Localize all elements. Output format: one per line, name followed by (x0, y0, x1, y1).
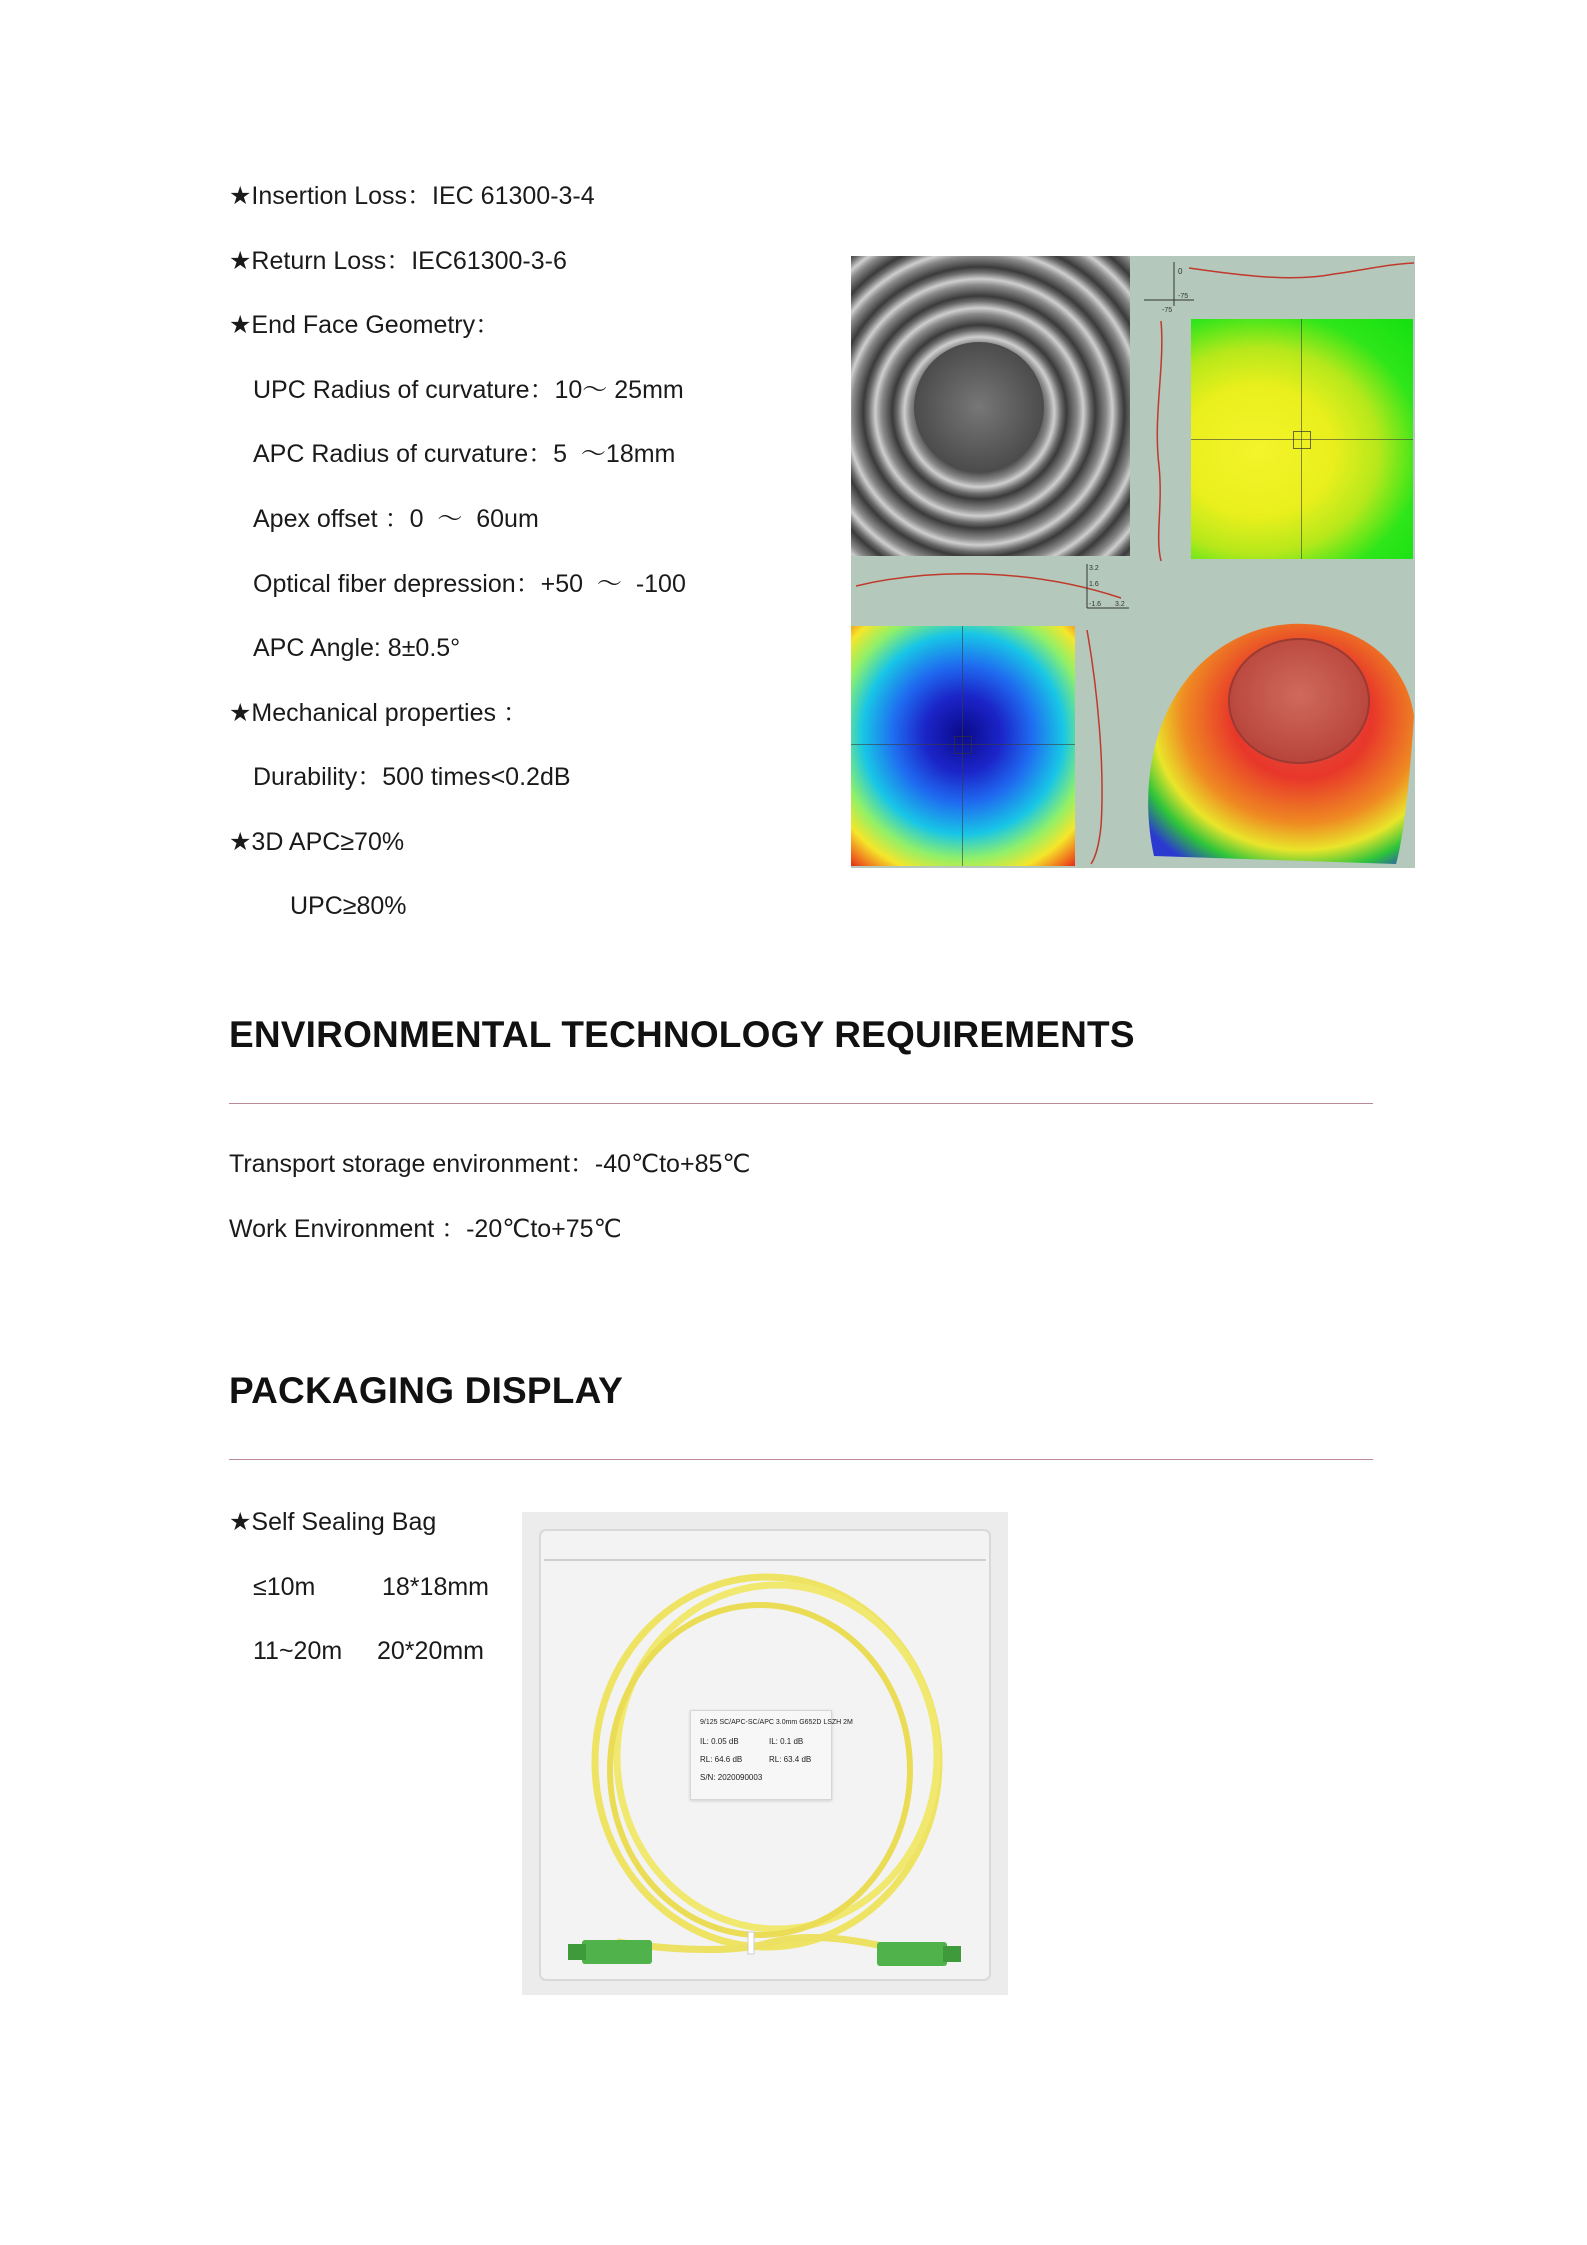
bag-size-length: ≤10m (253, 1573, 316, 1601)
tick-label: 0 (1178, 267, 1183, 276)
section-divider (229, 1103, 1373, 1104)
work-environment-text: Work Environment ：-20℃to+75℃ (229, 1215, 622, 1243)
height-map-image (1191, 319, 1413, 559)
transport-environment-text: Transport storage environment：-40℃to+85℃ (229, 1150, 751, 1178)
apex-offset-text: Apex offset ：0 ～ 60um (253, 505, 539, 533)
apc-angle-text: APC Angle: 8±0.5° (253, 634, 461, 662)
apc-3d-text: ★3D APC≥70% (229, 828, 405, 856)
tick-label: -75 (1178, 293, 1189, 300)
tick-label: 3.2 (1115, 601, 1125, 608)
upc-radius-text: UPC Radius of curvature：10～ 25mm (253, 376, 684, 404)
label-model: 9/125 SC/APC-SC/APC 3.0mm G652D LSZH 2M (700, 1719, 853, 1726)
bag-size-length: 11~20m (253, 1637, 343, 1665)
end-face-geometry-text: ★End Face Geometry： (229, 311, 501, 339)
label-rl-b: RL: 63.4 dB (769, 1755, 812, 1764)
depth-map-image (851, 626, 1075, 866)
upc-3d-text: UPC≥80% (290, 892, 407, 920)
tick-label: 1.6 (1089, 581, 1099, 588)
interferogram-core (914, 342, 1044, 472)
section-divider (229, 1459, 1373, 1460)
interferogram-image (851, 256, 1130, 556)
depth-profile-plot (1081, 626, 1131, 866)
label-serial: S/N: 2020090003 (700, 1773, 763, 1782)
tick-label: 3.2 (1089, 565, 1099, 572)
label-il-b: IL: 0.1 dB (769, 1737, 804, 1746)
product-label (690, 1710, 853, 1800)
apc-radius-text: APC Radius of curvature：5 ～18mm (253, 440, 676, 468)
top-profile-plot (1134, 256, 1415, 316)
label-rl-a: RL: 64.6 dB (700, 1755, 743, 1764)
fiber-depression-text: Optical fiber depression：+50 ～ -100 (253, 570, 686, 598)
side-profile-plot (1141, 316, 1191, 566)
durability-text: Durability：500 times<0.2dB (253, 763, 571, 791)
bag-size-dimension: 20*20mm (377, 1637, 484, 1665)
label-il-a: IL: 0.05 dB (700, 1737, 739, 1746)
environment-heading: ENVIRONMENTAL TECHNOLOGY REQUIREMENTS (229, 1014, 1135, 1055)
self-sealing-bag-text: ★Self Sealing Bag (229, 1508, 437, 1536)
return-loss-text: ★Return Loss：IEC61300-3-6 (229, 247, 567, 275)
packaging-heading: PACKAGING DISPLAY (229, 1370, 624, 1411)
scale-legend (1075, 556, 1135, 616)
packaged-cable-photo (522, 1512, 1008, 1995)
bag-size-dimension: 18*18mm (382, 1573, 489, 1601)
mechanical-properties-text: ★Mechanical properties ： (229, 699, 528, 727)
3d-surface-image (1134, 606, 1415, 868)
tick-label: -75 (1162, 307, 1173, 314)
end-face-measurement-image (851, 256, 1415, 868)
insertion-loss-text: ★Insertion Loss：IEC 61300-3-4 (229, 182, 595, 210)
tick-label: -1.6 (1089, 601, 1102, 608)
